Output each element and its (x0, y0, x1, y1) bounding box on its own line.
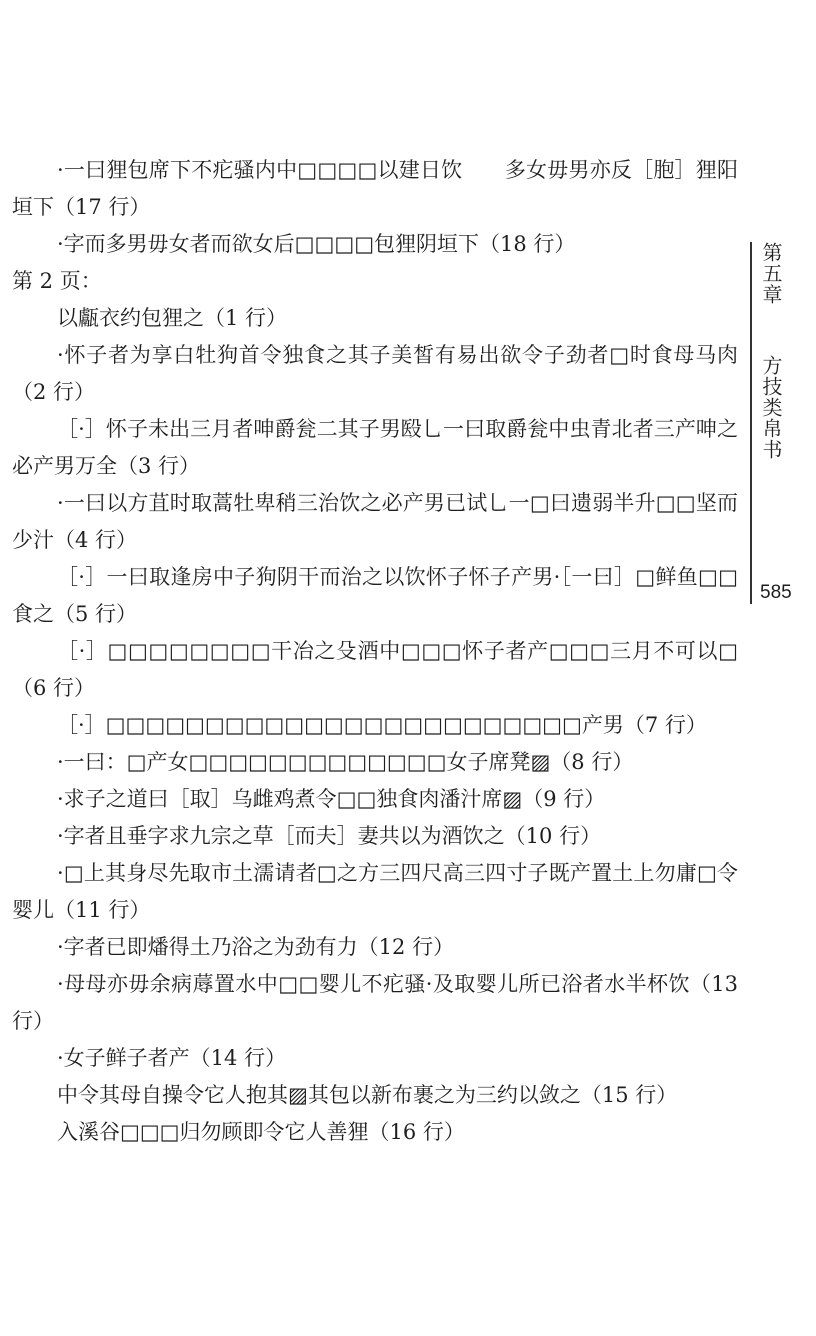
paragraph: ·女子鲜子者产（14 行） (57, 1046, 287, 1070)
paragraph: 以甗衣约包狸之（1 行） (57, 306, 288, 330)
paragraph: ·求子之道曰［取］乌雌鸡煮令□□独食肉潘汁席▨（9 行） (57, 787, 606, 811)
paragraph: ·□上其身尽先取市土濡请者□之方三四尺高三四寸子既产置土上勿庸□令婴儿（11 行） (12, 861, 738, 922)
paragraph: ·字者且垂字求九宗之草［而夫］妻共以为酒饮之（10 行） (57, 824, 602, 848)
paragraph: ［·］□□□□□□□□□□□□□□□□□□□□□□□□产男（7 行） (57, 713, 707, 737)
paragraph: ·字者已即燔得土乃浴之为劲有力（12 行） (57, 935, 455, 959)
sidebar-rule (750, 242, 752, 604)
paragraph: 中令其母自操令它人抱其▨其包以新布裹之为三约以敛之（15 行） (57, 1083, 678, 1107)
paragraph: 入溪谷□□□归勿顾即令它人善狸（16 行） (57, 1120, 465, 1144)
paragraph: ·怀子者为享白牡狗首令独食之其子美皙有易出欲令子劲者□时食母马肉（2 行） (12, 343, 738, 404)
paragraph: ［·］怀子未出三月者呻爵瓮二其子男殹乚一曰取爵瓮中虫青北者三产呻之必产男万全（3 行） (12, 417, 738, 478)
section-heading: 第 2 页： (12, 269, 102, 293)
paragraph: ·一曰：□产女□□□□□□□□□□□□□女子席凳▨（8 行） (57, 750, 634, 774)
paragraph: ［·］一曰取逢房中子狗阴干而治之以饮怀子怀子产男·［一曰］□鲜鱼□□食之（5 行） (12, 565, 738, 626)
page-body (12, 152, 738, 1151)
page-number: 585 (760, 582, 792, 603)
paragraph: ·一曰狸包席下不疕骚内中□□□□以建日饮 多女毋男亦反［胞］狸阳垣下（17 行） (12, 158, 738, 219)
paragraph: ·母母亦毋余病蓐置水中□□婴儿不疕骚·及取婴儿所已浴者水半杯饮（13 行） (12, 972, 738, 1033)
paragraph: ［·］□□□□□□□□干冶之殳酒中□□□怀子者产□□□三月不可以□（6 行） (12, 639, 738, 700)
paragraph: ·一曰以方苴时取蒿牡卑稍三治饮之必产男已试乚一□曰遗弱半升□□坚而少汁（4 行） (12, 491, 738, 552)
chapter-title: 第五章 方技类帛书 (759, 242, 783, 460)
paragraph: ·字而多男毋女者而欲女后□□□□包狸阴垣下（18 行） (57, 232, 576, 256)
